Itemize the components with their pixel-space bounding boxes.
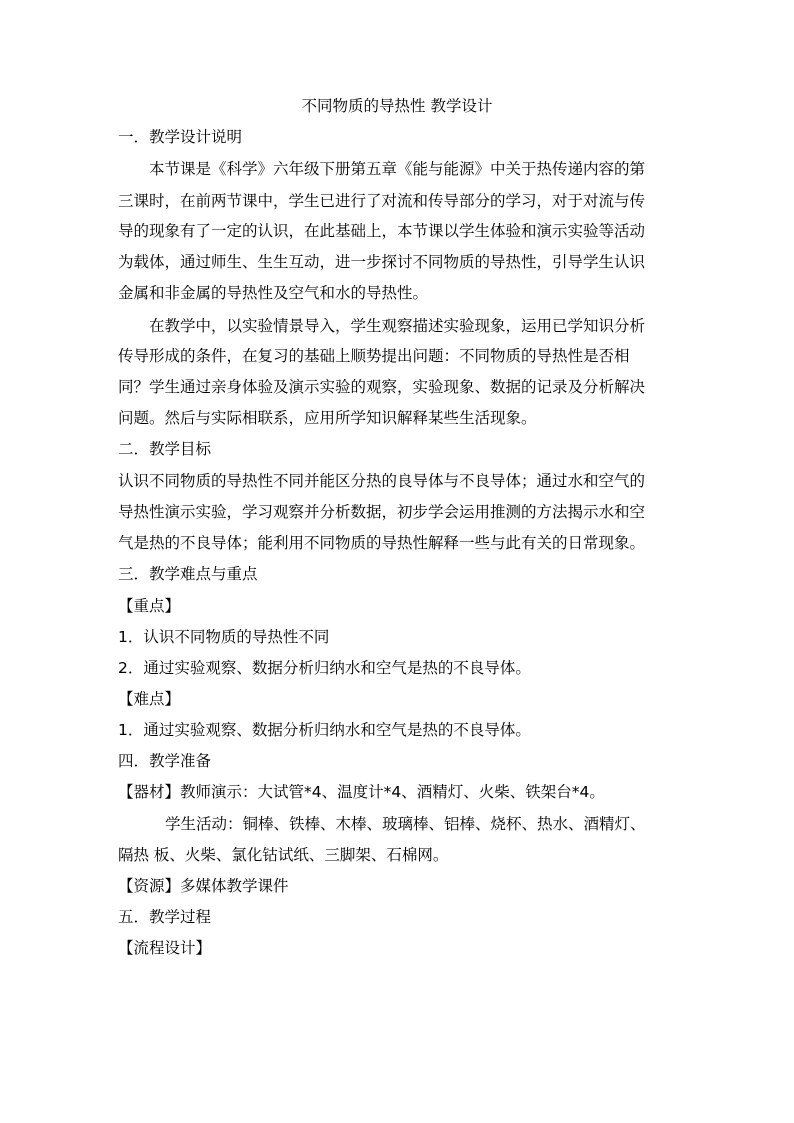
section-heading-5: 五．教学过程 [118, 908, 212, 926]
paragraph-line: 为载体，通过师生、生生互动，进一步探讨不同物质的导热性，引导学生认识 [118, 253, 646, 271]
key-point-item: 2．通过实验观察、数据分析归纳水和空气是热的不良导体。 [118, 659, 531, 677]
paragraph-line: 在教学中，以实验情景导入，学生观察描述实验现象，运用已学知识分析 [149, 317, 646, 335]
resource-line: 【资源】多媒体教学课件 [118, 877, 289, 895]
paragraph-line: 同？学生通过亲身体验及演示实验的观察，实验现象、数据的记录及分析解决 [118, 378, 646, 396]
key-point-item: 1．认识不同物质的导热性不同 [118, 628, 330, 646]
paragraph-line: 导的现象有了一定的认识，在此基础上，本节课以学生体验和演示实验等活动 [118, 222, 646, 240]
equipment-line: 【器材】教师演示：大试管*4、温度计*4、酒精灯、火柴、铁架台*4。 [118, 783, 605, 801]
section-heading-4: 四．教学准备 [118, 752, 212, 770]
difficulty-label: 【难点】 [118, 690, 181, 708]
section-heading-2: 二．教学目标 [118, 440, 212, 458]
document-title: 不同物质的导热性 教学设计 [301, 97, 493, 115]
section-heading-3: 三．教学难点与重点 [118, 565, 258, 583]
paragraph-line: 导热性演示实验，学习观察并分析数据，初步学会运用推测的方法揭示水和空 [118, 503, 646, 521]
paragraph-line: 气是热的不良导体；能利用不同物质的导热性解释一些与此有关的日常现象。 [118, 534, 646, 552]
student-activity-line: 学生活动：铜棒、铁棒、木棒、玻璃棒、铝棒、烧杯、热水、酒精灯、 [165, 815, 646, 833]
student-activity-line: 隔热 板、火柴、氯化钴试纸、三脚架、石棉网。 [118, 846, 449, 864]
paragraph-line: 认识不同物质的导热性不同并能区分热的良导体与不良导体；通过水和空气的 [118, 472, 646, 490]
paragraph-line: 本节课是《科学》六年级下册第五章《能与能源》中关于热传递内容的第 [149, 160, 646, 178]
paragraph-line: 传导形成的条件，在复习的基础上顺势提出问题：不同物质的导热性是否相 [118, 347, 630, 365]
flow-design-label: 【流程设计】 [118, 939, 212, 957]
section-heading-1: 一．教学设计说明 [118, 128, 243, 146]
difficulty-item: 1．通过实验观察、数据分析归纳水和空气是热的不良导体。 [118, 721, 531, 739]
paragraph-line: 金属和非金属的导热性及空气和水的导热性。 [118, 284, 429, 302]
paragraph-line: 三课时，在前两节课中，学生已进行了对流和传导部分的学习，对于对流与传 [118, 192, 646, 210]
paragraph-line: 问题。然后与实际相联系，应用所学知识解释某些生活现象。 [118, 409, 537, 427]
key-points-label: 【重点】 [118, 597, 181, 615]
